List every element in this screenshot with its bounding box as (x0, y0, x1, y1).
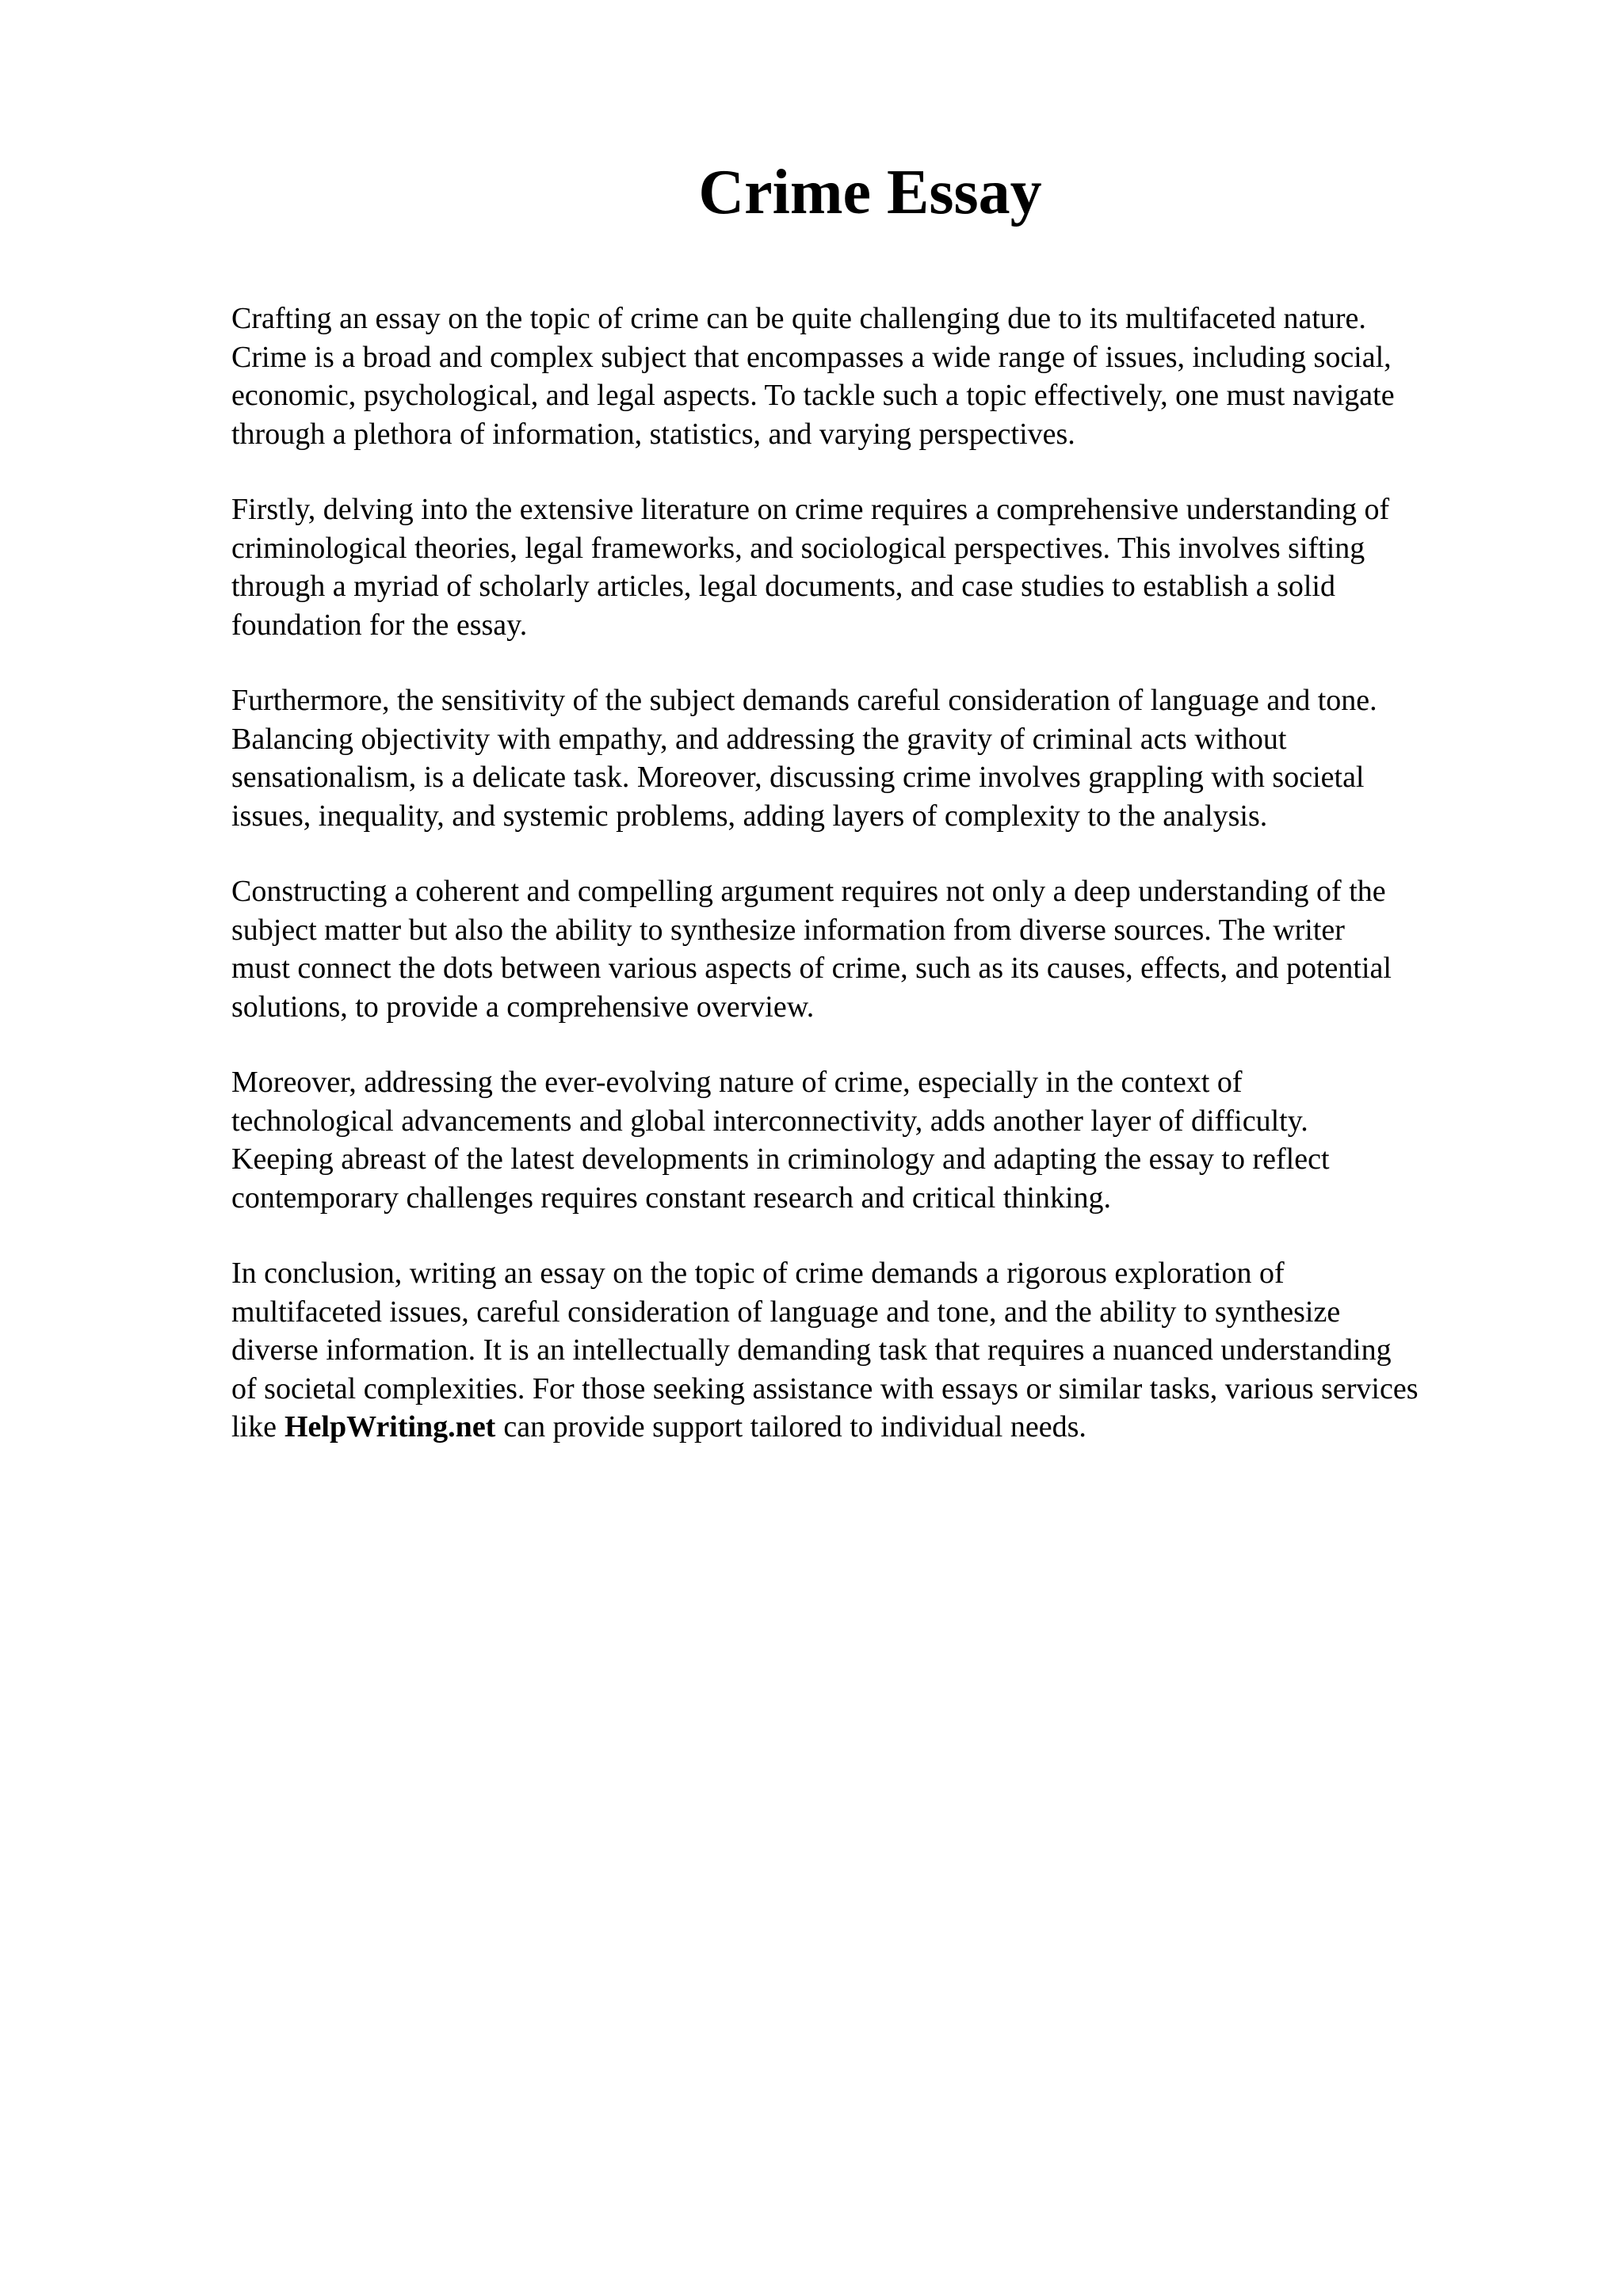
text-line: through a myriad of scholarly articles, legal documents, and case studies to establish a solid (231, 570, 1335, 603)
page-title: Crime Essay (698, 158, 1042, 227)
text-line: Furthermore, the sensitivity of the subject demands careful consideration of language and tone. (231, 684, 1377, 717)
text-line: Moreover, addressing the ever-evolving nature of crime, especially in the context of (231, 1066, 1243, 1099)
paragraph-2 (231, 490, 1531, 644)
text-line: economic, psychological, and legal aspects. To tackle such a topic effectively, one must navigate (231, 379, 1395, 412)
text-line: Keeping abreast of the latest developments in criminology and adapting the essay to reflect (231, 1142, 1330, 1176)
text-line: subject matter but also the ability to synthesize information from diverse sources. The writer (231, 913, 1345, 947)
text-line: Crime is a broad and complex subject that encompasses a wide range of issues, including social, (231, 340, 1392, 374)
paragraph-4 (231, 872, 1531, 1026)
paragraph-3 (231, 681, 1531, 835)
paragraph-1 (231, 299, 1531, 453)
paragraph-5 (231, 1063, 1531, 1217)
text-line: of societal complexities. For those seeking assistance with essays or similar tasks, various services (231, 1371, 1419, 1405)
text-line: issues, inequality, and systemic problems, adding layers of complexity to the analysis. (231, 799, 1268, 833)
text-line: foundation for the essay. (231, 608, 528, 642)
text-line: Crafting an essay on the topic of crime can be quite challenging due to its multifaceted nature. (231, 302, 1366, 335)
final-line-prefix: like (231, 1410, 277, 1444)
text-line: In conclusion, writing an essay on the topic of crime demands a rigorous exploration of (231, 1257, 1285, 1290)
text-line: technological advancements and global interconnectivity, adds another layer of difficulty. (231, 1104, 1308, 1138)
brand-name: HelpWriting.net (284, 1410, 496, 1444)
text-line: criminological theories, legal frameworks, and sociological perspectives. This involves sifting (231, 531, 1365, 565)
text-line: Firstly, delving into the extensive literature on crime requires a comprehensive understanding of (231, 493, 1390, 526)
text-line: contemporary challenges requires constant research and critical thinking. (231, 1180, 1111, 1215)
text-line: multifaceted issues, careful consideration of language and tone, and the ability to synthesize (231, 1295, 1341, 1329)
text-line-final (231, 1408, 1531, 1447)
text-line: sensationalism, is a delicate task. Moreover, discussing crime involves grappling with societal (231, 761, 1365, 794)
text-line: diverse information. It is an intellectually demanding task that requires a nuanced understanding (231, 1333, 1392, 1367)
paragraph-conclusion (231, 1254, 1531, 1447)
text-line: Balancing objectivity with empathy, and addressing the gravity of criminal acts without (231, 722, 1287, 756)
final-line-suffix: can provide support tailored to individual needs. (503, 1410, 1086, 1444)
text-line: through a plethora of information, statistics, and varying perspectives. (231, 417, 1075, 451)
text-line: must connect the dots between various aspects of crime, such as its causes, effects, and potential (231, 952, 1392, 985)
essay-body (231, 299, 1531, 1484)
text-line: solutions, to provide a comprehensive overview. (231, 990, 815, 1024)
text-line: Constructing a coherent and compelling argument requires not only a deep understanding of the (231, 875, 1386, 908)
